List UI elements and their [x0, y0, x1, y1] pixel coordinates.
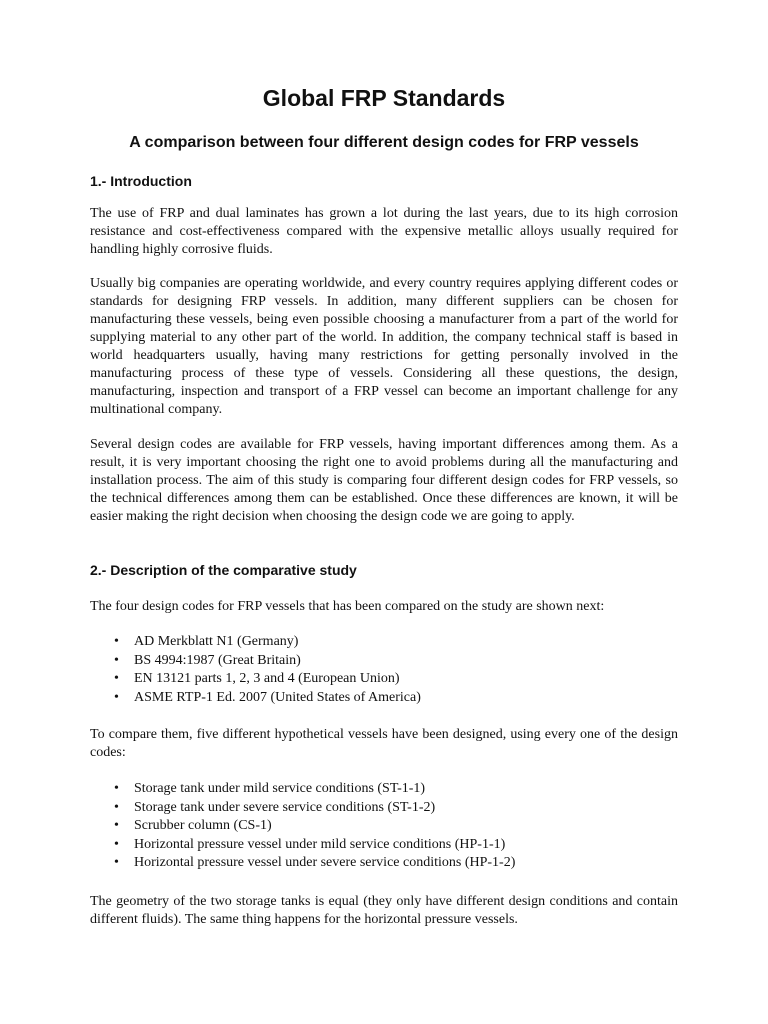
intro-paragraph-1: The use of FRP and dual laminates has grown a lot during the last years, due to its high corrosion resistance and cost-effectiveness compared with the expensive metallic alloys usually required for handling highly corrosive fluids.: [90, 206, 678, 257]
bullet-icon: •: [114, 689, 119, 705]
intro-paragraph-2: Usually big companies are operating worldwide, and every country requires applying different codes or standards for designing FRP vessels. In addition, many different suppliers can be chosen for manufacturing these vessels, being even possible choosing a manufacturer from a part of the world for supplying material to any other part of the world. In addition, the company technical staff is based in world headquarters usually, having many restrictions for getting personally involved in the manufacturing process of these type of vessels. Considering all these questions, the design, manufacturing, inspection and transport of a FRP vessel can become an important challenge for any multinational company.: [90, 276, 678, 417]
list-item: [90, 633, 678, 652]
vessels-paragraph: To compare them, five different hypothetical vessels have been designed, using every one of the design codes:: [90, 727, 678, 760]
bullet-icon: •: [114, 818, 119, 833]
list-item: [90, 780, 678, 799]
bullet-icon: •: [114, 836, 119, 852]
vessels-list: [90, 780, 678, 873]
closing-paragraph: The geometry of the two storage tanks is equal (they only have different design conditions and contain different fluids). The same thing happens for the horizontal pressure vessels.: [90, 894, 678, 927]
vessel-item: Storage tank under mild service conditions (ST-1-1): [134, 781, 426, 796]
bullet-icon: •: [114, 855, 119, 870]
design-code-item: AD Merkblatt N1 (Germany): [134, 634, 299, 649]
list-item: [90, 854, 678, 873]
list-item: [90, 836, 678, 855]
bullet-icon: •: [114, 671, 119, 686]
design-codes-list: [90, 633, 678, 707]
list-item: [90, 670, 678, 689]
vessel-item: Scrubber column (CS-1): [134, 818, 272, 833]
vessel-item: Horizontal pressure vessel under severe service conditions (HP-1-2): [134, 855, 516, 870]
bullet-icon: •: [114, 781, 119, 796]
document-title: Global FRP Standards: [262, 85, 506, 111]
list-item: [90, 799, 678, 818]
intro-paragraph-3: Several design codes are available for FRP vessels, having important differences among them. As a result, it is very important choosing the right one to avoid problems during all the manufacturing and installation process. The aim of this study is comparing four different design codes for FRP vessels, so the technical differences among them can be established. Once these differences are known, it will be easier making the right decision when choosing the design code we are going to apply.: [90, 437, 678, 524]
section-heading-introduction: 1.- Introduction: [90, 173, 192, 189]
list-item: [90, 689, 678, 708]
section-heading-comparative-study: 2.- Description of the comparative study: [90, 562, 357, 578]
bullet-icon: •: [114, 652, 119, 668]
design-code-item: EN 13121 parts 1, 2, 3 and 4 (European Union): [134, 671, 400, 686]
design-code-item: BS 4994:1987 (Great Britain): [134, 652, 301, 668]
bullet-icon: •: [114, 634, 119, 649]
bullet-icon: •: [114, 799, 119, 815]
vessel-item: Storage tank under severe service conditions (ST-1-2): [134, 799, 436, 815]
vessel-item: Horizontal pressure vessel under mild service conditions (HP-1-1): [134, 836, 506, 852]
design-code-item: ASME RTP-1 Ed. 2007 (United States of America): [134, 689, 421, 705]
document-subtitle: A comparison between four different design codes for FRP vessels: [129, 134, 639, 151]
list-item: [90, 817, 678, 836]
list-item: [90, 652, 678, 671]
study-intro-paragraph: The four design codes for FRP vessels that has been compared on the study are shown next:: [90, 599, 605, 614]
